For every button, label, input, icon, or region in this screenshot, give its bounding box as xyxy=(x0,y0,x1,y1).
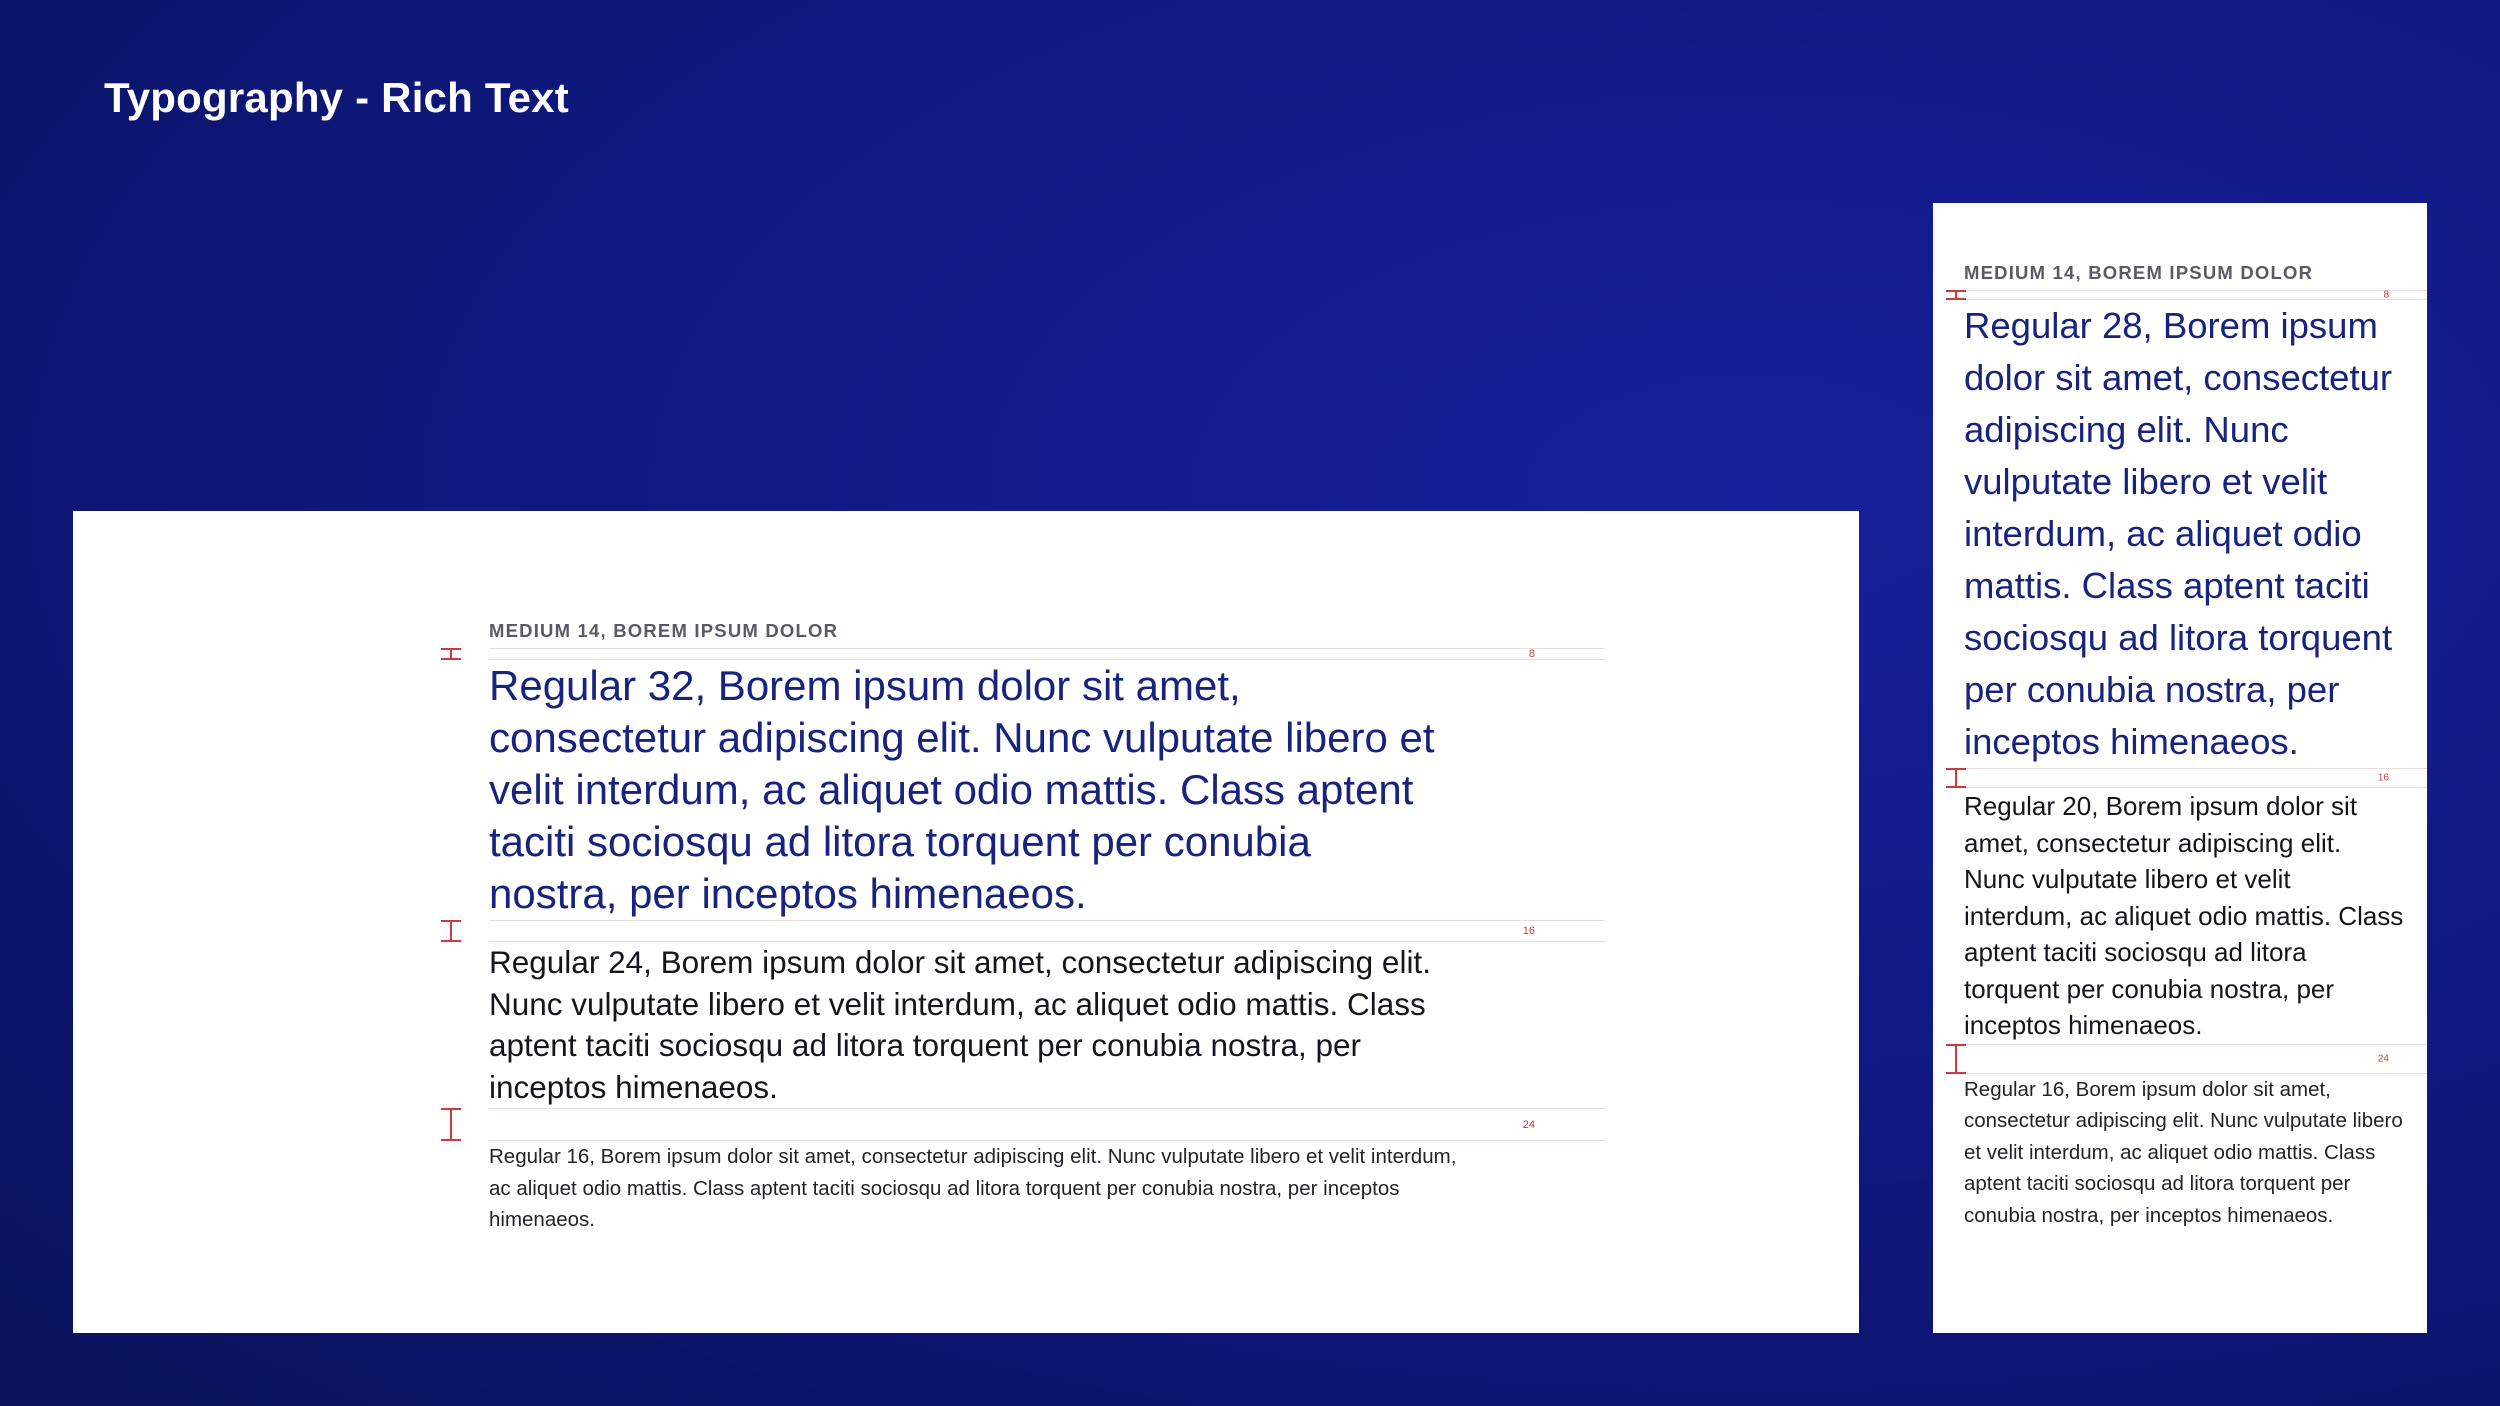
mobile-rich-text-card xyxy=(1933,203,2427,1333)
mobile-spacing-16 xyxy=(1964,768,2427,788)
desktop-paragraph-regular-16: Regular 16, Borem ipsum dolor sit amet, consectetur adipiscing elit. Nunc vulputate libero et velit interdum, ac aliquet odio mattis. Class aptent taciti sociosqu ad litora torquent per conubia nostra, per inceptos himenaeos. xyxy=(489,1145,1457,1231)
page-title: Typography - Rich Text xyxy=(104,74,569,121)
desktop-overline: MEDIUM 14, BOREM IPSUM DOLOR xyxy=(489,620,839,641)
mobile-spacing-24 xyxy=(1964,1044,2427,1074)
spacing-marker-icon xyxy=(1946,1044,1966,1074)
mobile-paragraph-regular-28: Regular 28, Borem ipsum dolor sit amet, consectetur adipiscing elit. Nunc vulputate libero et velit interdum, ac aliquet odio mattis. Class aptent taciti sociosqu ad litora torquent per conubia nostra, per inceptos himenaeos. xyxy=(1964,305,2393,762)
mobile-spacing-label-8: 8 xyxy=(2383,289,2389,301)
desktop-spacing-label-24: 24 xyxy=(1522,1118,1535,1131)
mobile-overline: MEDIUM 14, BOREM IPSUM DOLOR xyxy=(1964,262,2314,283)
desktop-spacing-16 xyxy=(489,920,1605,942)
desktop-spacing-8 xyxy=(489,648,1605,660)
desktop-paragraph-regular-32: Regular 32, Borem ipsum dolor sit amet, consectetur adipiscing elit. Nunc vulputate libero et velit interdum, ac aliquet odio mattis. Class aptent taciti sociosqu ad litora torquent per conubia nostra, per inceptos himenaeos. xyxy=(489,662,1435,917)
spacing-marker-icon xyxy=(441,1108,461,1141)
desktop-spacing-24 xyxy=(489,1108,1605,1141)
spacing-marker-icon xyxy=(1946,768,1966,788)
mobile-spacing-8 xyxy=(1964,290,2427,300)
mobile-rich-text-block xyxy=(1964,260,2427,1231)
desktop-spacing-label-16: 16 xyxy=(1522,925,1535,937)
desktop-rich-text-block xyxy=(489,618,1605,1236)
mobile-spacing-label-24: 24 xyxy=(2377,1053,2389,1064)
mobile-paragraph-regular-20: Regular 20, Borem ipsum dolor sit amet, consectetur adipiscing elit. Nunc vulputate libero et velit interdum, ac aliquet odio mattis. Class aptent taciti sociosqu ad litora torquent per conubia nostra, per inceptos himenaeos. xyxy=(1964,791,2404,1040)
mobile-paragraph-regular-16: Regular 16, Borem ipsum dolor sit amet, consectetur adipiscing elit. Nunc vulputate libero et velit interdum, ac aliquet odio mattis. Class aptent taciti sociosqu ad litora torquent per conubia nostra, per inceptos himenaeos. xyxy=(1964,1077,2403,1227)
spacing-marker-icon xyxy=(1946,290,1966,300)
desktop-paragraph-regular-24: Regular 24, Borem ipsum dolor sit amet, consectetur adipiscing elit. Nunc vulputate libero et velit interdum, ac aliquet odio mattis. Class aptent taciti sociosqu ad litora torquent per conubia nostra, per inceptos himenaeos. xyxy=(489,944,1431,1105)
spacing-marker-icon xyxy=(441,648,461,660)
desktop-spacing-label-8: 8 xyxy=(1528,648,1535,660)
spacing-marker-icon xyxy=(441,920,461,942)
mobile-spacing-label-16: 16 xyxy=(2377,772,2389,784)
desktop-rich-text-card xyxy=(73,511,1859,1333)
